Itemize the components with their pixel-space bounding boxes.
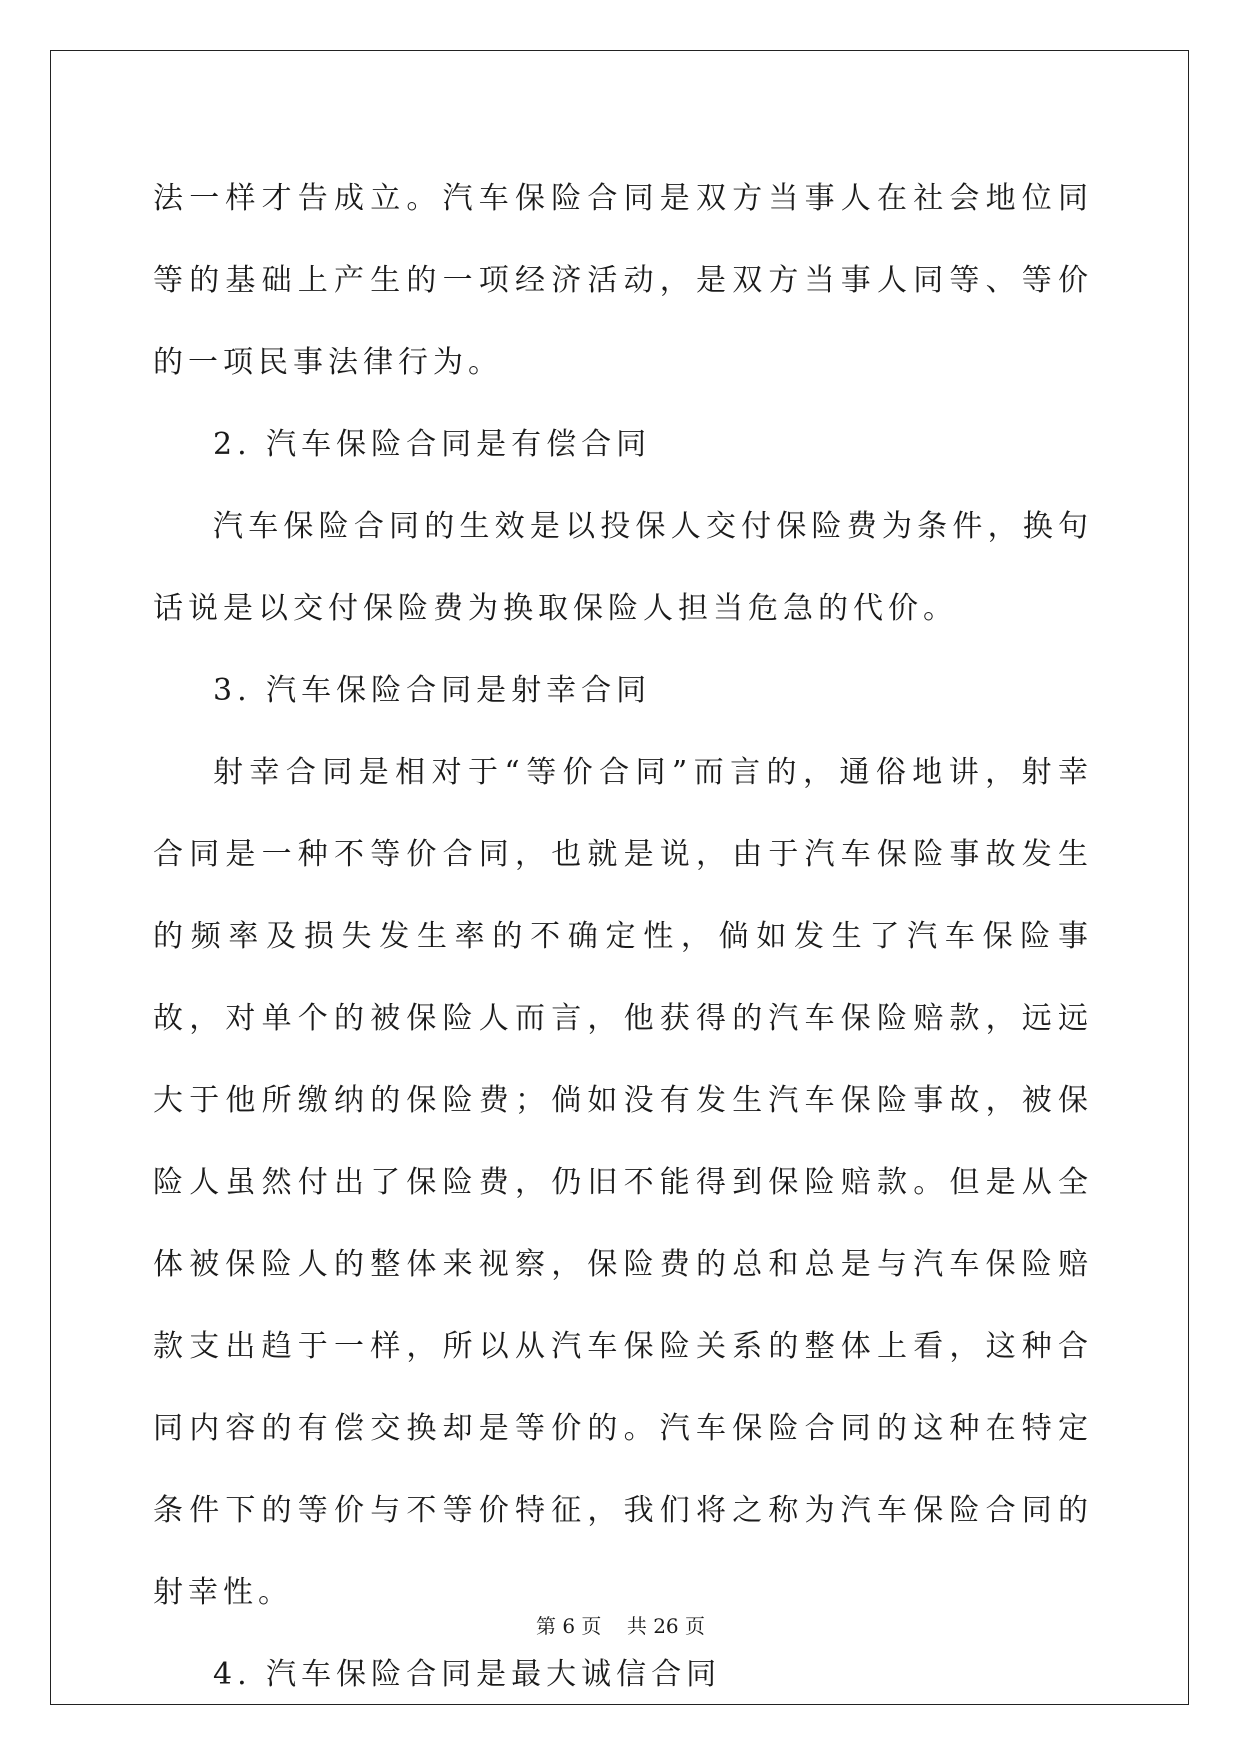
document-body (153, 158, 1093, 1716)
paragraph-continued: 法一样才告成立。汽车保险合同是双方当事人在社会地位同等的基础上产生的一项经济活动，是双方当事人同等、等价的一项民事法律行为。 (153, 181, 1093, 380)
page-number-footer: 第 6 页 共 26 页 (535, 1614, 706, 1638)
section-heading-3: 3. 汽车保险合同是射幸合同 (213, 673, 652, 708)
paragraph-aleatory-contract: 射幸合同是相对于“等价合同”而言的，通俗地讲，射幸合同是一种不等价合同，也就是说，由于汽车保险事故发生的频率及损失发生率的不确定性，倘如发生了汽车保险事故，对单个的被保险人而言，他获得的汽车保险赔款，远远大于他所缴纳的保险费；倘如没有发生汽车保险事故，被保险人虽然付出了保险费，仍旧不能得到保险赔款。但是从全体被保险人的整体来视察，保险费的总和总是与汽车保险赔款支出趋于一样，所以从汽车保险关系的整体上看，这种合同内容的有偿交换却是等价的。汽车保险合同的这种在特定条件下的等价与不等价特征，我们将之称为汽车保险合同的射幸性。 (153, 755, 1093, 1610)
section-heading-2: 2. 汽车保险合同是有偿合同 (213, 427, 652, 462)
paragraph-paid-contract: 汽车保险合同的生效是以投保人交付保险费为条件，换句话说是以交付保险费为换取保险人担当危急的代价。 (153, 509, 1093, 626)
section-heading-4: 4. 汽车保险合同是最大诚信合同 (213, 1657, 722, 1692)
